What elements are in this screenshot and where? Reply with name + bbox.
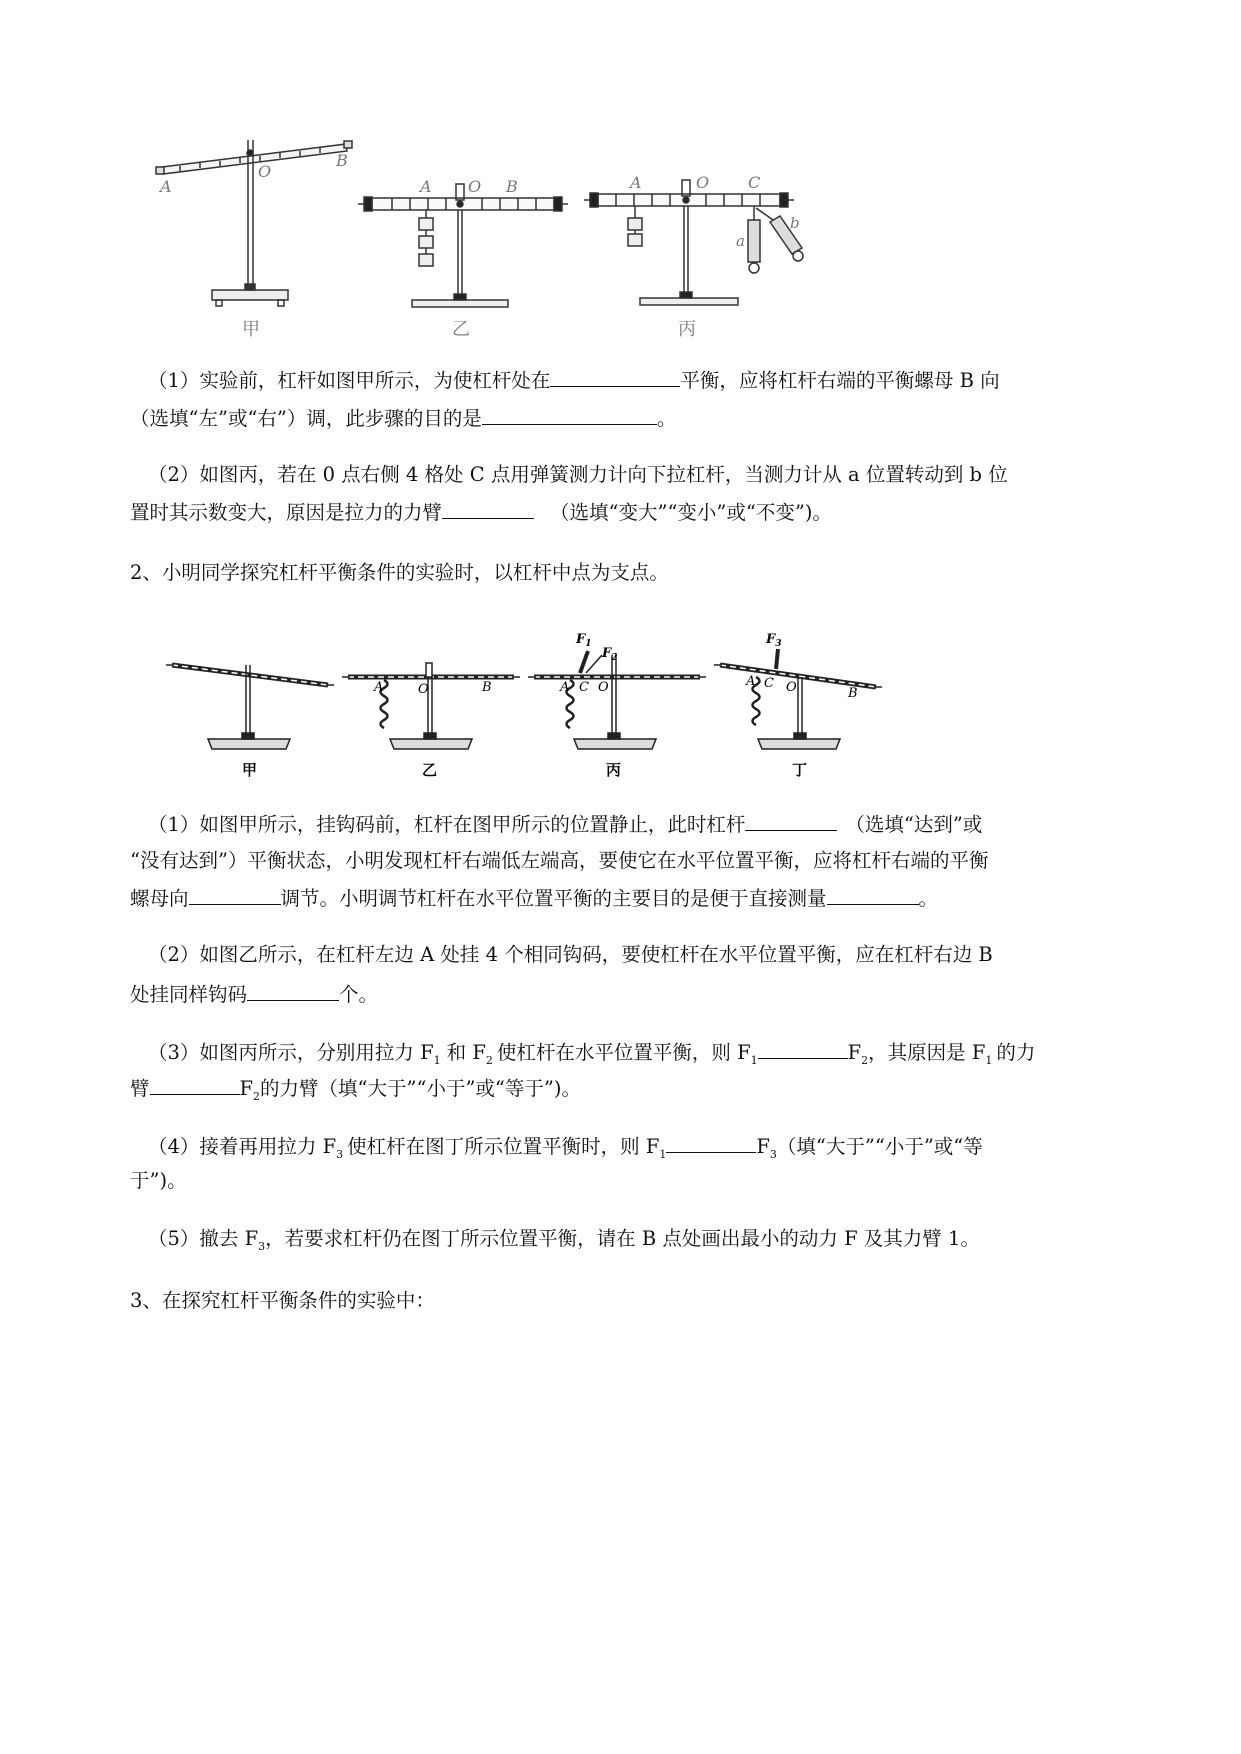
answer-blank-7[interactable] [247, 980, 339, 1001]
sub-3c: 3 [258, 1239, 266, 1253]
answer-blank-10[interactable] [666, 1132, 756, 1153]
q2-title-text: 2、小明同学探究杠杆平衡条件的实验时，以杠杆中点为支点。 [130, 561, 669, 584]
answer-blank-3[interactable] [442, 498, 534, 519]
sub-3b: 3 [769, 1147, 777, 1161]
q2-part1-text1: （1）如图甲所示，挂钩码前，杠杆在图甲所示的位置静止，此时杠杆 [148, 813, 746, 836]
q2-part1-text5: 调节。小明调节杠杆在水平位置平衡的主要目的是便于直接测量 [280, 887, 827, 910]
q2-part4-line2 [130, 1168, 1130, 1194]
caption-bing: 丙 [678, 319, 696, 340]
label-2-F3: $F_3$ [766, 632, 782, 649]
sub-1c: 1 [985, 1053, 993, 1067]
label-2-A-ding: A [746, 674, 756, 689]
q2-title [130, 560, 1130, 586]
q1-part2-text1: （2）如图丙，若在 0 点右侧 4 格处 C 点用弹簧测力计向下拉杠杆，当测力计从 a 位置转动到 b 位 [148, 463, 1008, 486]
q2-part4-text2: 使杠杆在图丁所示位置平衡时，则 F [347, 1135, 660, 1158]
sub-2: 2 [485, 1053, 493, 1067]
label-2-C-bing: C [579, 680, 589, 695]
q2-part2-line1 [148, 942, 1148, 968]
lever-diagram-yi [358, 184, 568, 307]
q2-part1-text6: 。 [918, 887, 939, 910]
q2-part2-text2: 处挂同样钩码 [130, 983, 248, 1006]
lever-diagram-2-jia [166, 665, 334, 749]
q2-part4-text3: F [756, 1135, 770, 1158]
q1-part2-line2 [130, 498, 1130, 526]
answer-blank-1[interactable] [550, 366, 680, 387]
sub-3: 3 [336, 1147, 344, 1161]
q2-part3-text9: 的力臂（填“大于”“小于”或“等于”)。 [260, 1077, 581, 1100]
q2-part3-text1: （3）如图丙所示，分别用拉力 F [148, 1041, 434, 1064]
label-O-bing: O [696, 173, 710, 192]
q1-part1-line1 [148, 366, 1148, 394]
answer-blank-2[interactable] [482, 404, 657, 425]
label-B-yi: B [506, 177, 518, 196]
label-b-bing: b [790, 214, 800, 232]
label-2-O-yi: O [418, 682, 429, 697]
lever-diagram-bing [584, 180, 803, 305]
q2-part2-line2 [130, 980, 1130, 1008]
q2-part2-text1: （2）如图乙所示，在杠杆左边 A 处挂 4 个相同钩码，要使杠杆在水平位置平衡，应在杠杆右边 B [148, 943, 993, 966]
label-2-F1: $F_1$ [576, 632, 592, 649]
answer-blank-5[interactable] [189, 884, 281, 905]
q2-part2-text3: 个。 [339, 983, 379, 1006]
lever-figure-2 [160, 625, 900, 785]
caption-2-bing: 丙 [606, 761, 622, 779]
sub-1d: 1 [659, 1147, 667, 1161]
q2-part1-line3 [130, 884, 1130, 912]
answer-blank-9[interactable] [150, 1074, 240, 1095]
lever-diagram-2-yi [342, 663, 520, 749]
caption-2-ding: 丁 [792, 761, 808, 779]
q2-part3-text6: 的力 [996, 1041, 1036, 1064]
answer-blank-4[interactable] [745, 810, 837, 831]
sub-2c: 2 [253, 1089, 261, 1103]
label-2-C-ding: C [764, 676, 774, 691]
label-A-yi: A [420, 177, 432, 196]
label-O-yi: O [468, 177, 482, 196]
q2-part5-line1 [148, 1226, 1148, 1252]
answer-blank-8[interactable] [758, 1038, 848, 1059]
q2-part3-line2 [130, 1074, 1130, 1102]
lever-diagram-2-bing [528, 651, 706, 749]
label-A-jia: A [160, 177, 172, 196]
label-2-F2: $F_2$ [602, 646, 618, 663]
q2-part3-text3: 使杠杆在水平位置平衡，则 F [496, 1041, 751, 1064]
caption-jia: 甲 [242, 319, 260, 340]
q2-part5-text1: （5）撤去 F [148, 1227, 259, 1250]
q3-title [130, 1288, 1130, 1314]
label-2-A-yi: A [374, 680, 384, 695]
caption-2-jia: 甲 [242, 761, 258, 779]
q1-part1-text1: （1）实验前，杠杆如图甲所示，为使杠杆处在 [148, 369, 551, 392]
q3-title-text: 3、在探究杠杆平衡条件的实验中： [130, 1289, 435, 1312]
label-A-bing: A [630, 173, 642, 192]
q1-part1-text2: 平衡，应将杠杆右端的平衡螺母 B 向 [680, 369, 1000, 392]
q1-part1-line2 [130, 404, 1130, 432]
q2-part5-text2: ，若要求杠杆仍在图丁所示位置平衡，请在 B 点处画出最小的动力 F 及其力臂 1。 [265, 1227, 980, 1250]
q2-part3-text5: ，其原因是 F [868, 1041, 986, 1064]
label-a-bing: a [736, 232, 745, 250]
sub-1: 1 [433, 1053, 441, 1067]
sub-1b: 1 [750, 1053, 758, 1067]
lever-figure-1 [150, 130, 830, 345]
q2-part4-text1: （4）接着再用拉力 F [148, 1135, 337, 1158]
q2-part1-line1 [148, 810, 1148, 838]
caption-yi: 乙 [452, 319, 470, 340]
q2-part3-text8: F [239, 1077, 254, 1100]
q2-part1-text2: （选填“达到”或 [845, 813, 983, 836]
q2-part4-text4: （填“大于”“小于”或“等 [776, 1135, 983, 1158]
q2-part3-line1 [148, 1038, 1148, 1066]
label-O-jia: O [258, 162, 272, 181]
q1-part2-text3: （选填“变大”“变小”或“不变”)。 [550, 501, 832, 524]
caption-2-yi: 乙 [422, 761, 438, 779]
q2-part3-text2: 和 F [446, 1041, 486, 1064]
label-B-jia: B [336, 151, 348, 170]
label-2-O-ding: O [786, 680, 797, 695]
q1-part2-line1 [148, 462, 1148, 488]
q1-part1-text3: （选填“左”或“右”）调，此步骤的目的是 [130, 407, 482, 430]
lever-diagram-jia [156, 140, 352, 306]
label-2-B-ding: B [848, 686, 858, 701]
label-2-O-bing: O [598, 680, 609, 695]
label-C-bing: C [748, 173, 761, 192]
answer-blank-6[interactable] [827, 884, 919, 905]
q2-part1-text4: 螺母向 [130, 887, 189, 910]
q2-part4-text5: 于”)。 [130, 1169, 187, 1192]
label-2-A-bing: A [560, 680, 570, 695]
q2-part1-text3: “没有达到”）平衡状态，小明发现杠杆右端低左端高，要使它在水平位置平衡，应将杠杆右端的平衡 [130, 849, 989, 872]
q2-part4-line1 [148, 1132, 1148, 1160]
q2-part3-text7: 臂 [130, 1077, 150, 1100]
q2-part3-text4: F [847, 1041, 862, 1064]
q1-part1-text4: 。 [656, 407, 677, 430]
label-2-B-yi: B [482, 680, 492, 695]
q1-part2-text2: 置时其示数变大，原因是拉力的力臂 [130, 501, 443, 524]
sub-2b: 2 [861, 1053, 869, 1067]
q2-part1-line2 [130, 848, 1130, 874]
